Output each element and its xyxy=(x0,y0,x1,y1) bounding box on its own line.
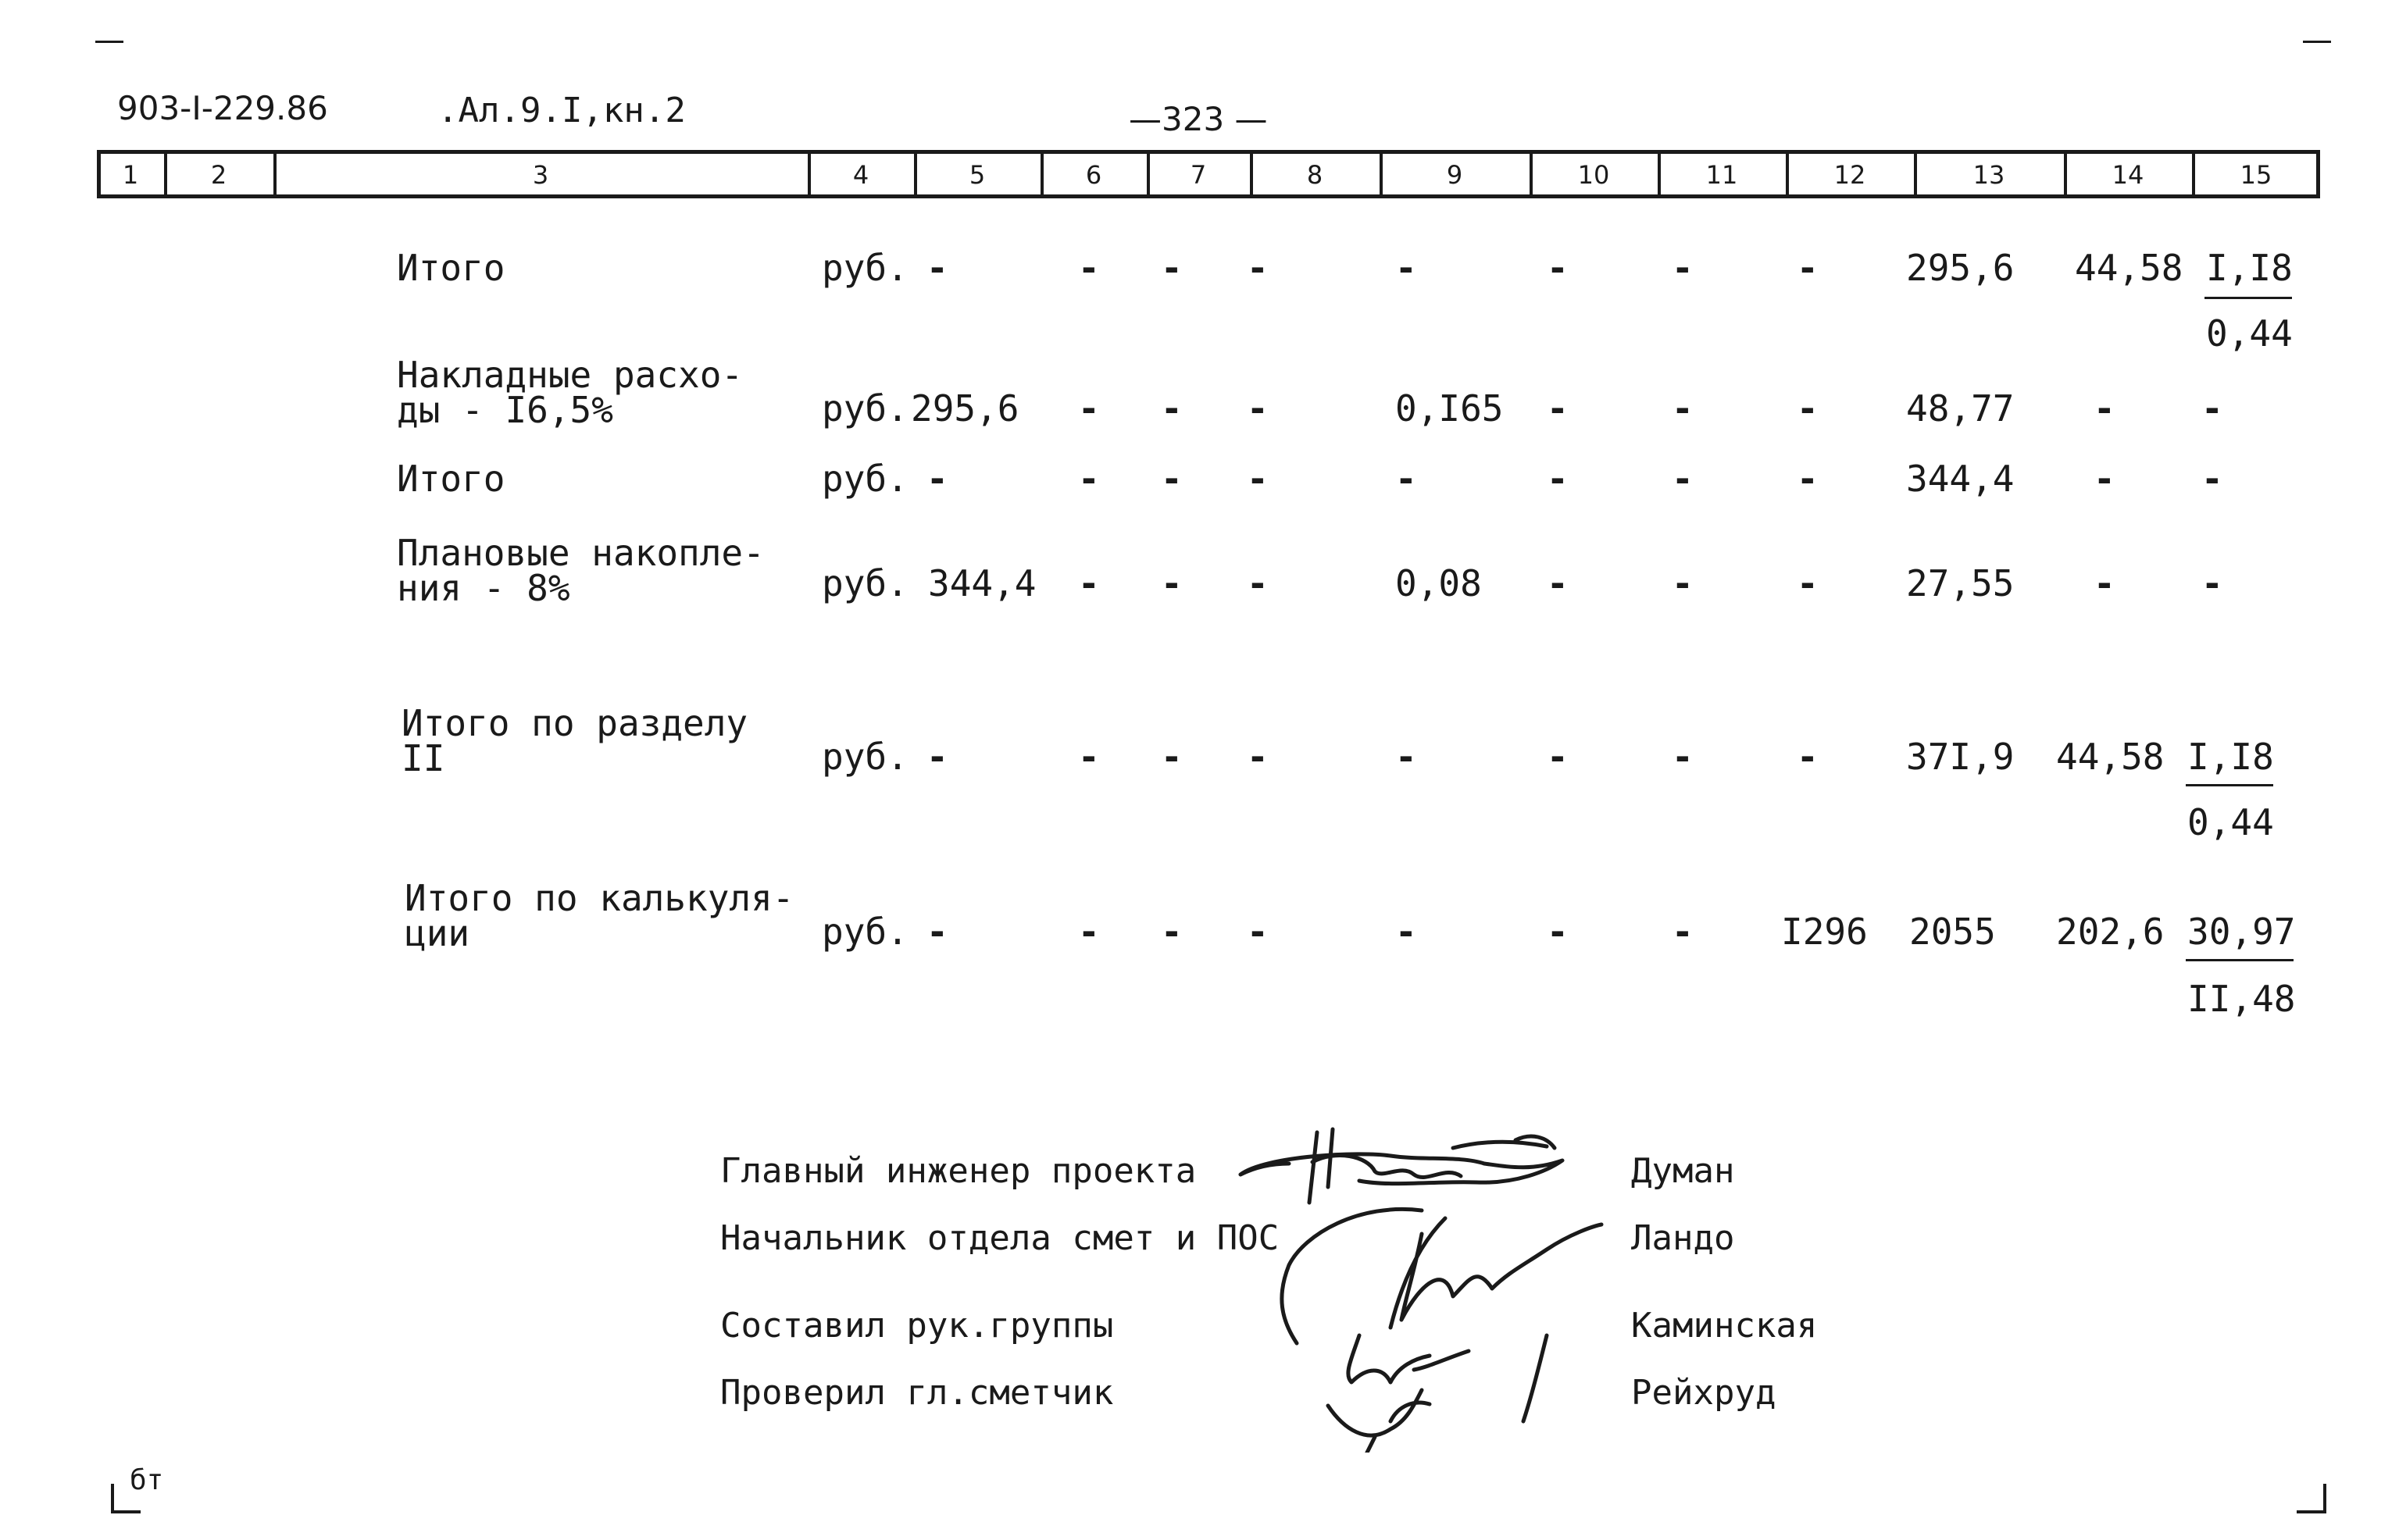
signature-role: Составил рук.группы xyxy=(720,1306,1114,1346)
cell-col7: - xyxy=(1161,387,1183,430)
cell-col15-top: I,I8 xyxy=(2206,247,2293,289)
signature-role: Проверил гл.сметчик xyxy=(720,1373,1114,1413)
cell-col10: - xyxy=(1547,387,1569,430)
cell-col8: - xyxy=(1247,562,1269,604)
cell-col6: - xyxy=(1078,387,1100,430)
cell-col12: - xyxy=(1797,247,1819,289)
cell-col12: - xyxy=(1797,736,1819,778)
cell-col15-top: - xyxy=(2201,458,2223,500)
column-number: 15 xyxy=(2240,160,2272,190)
cell-col5: - xyxy=(926,736,948,778)
column-number: 10 xyxy=(1577,160,1610,190)
cell-col5: - xyxy=(926,458,948,500)
column-number: 5 xyxy=(969,160,986,190)
column-number: 1 xyxy=(122,160,139,190)
cell-col15-bottom: 0,44 xyxy=(2187,801,2274,843)
cell-col9: - xyxy=(1395,247,1417,289)
signature-name: Каминская xyxy=(1631,1306,1818,1346)
corner-mark-top-right xyxy=(2303,41,2331,59)
cell-col6: - xyxy=(1078,736,1100,778)
corner-mark-top-left xyxy=(95,41,123,48)
cell-col15-top: - xyxy=(2201,562,2223,604)
column-number: 3 xyxy=(532,160,549,190)
cell-col12: - xyxy=(1797,387,1819,430)
cell-col8: - xyxy=(1247,736,1269,778)
unit-cell: руб. xyxy=(822,247,909,289)
cell-col15-bottom: II,48 xyxy=(2187,978,2296,1020)
column-number: 4 xyxy=(852,160,869,190)
cell-col9: 0,I65 xyxy=(1395,387,1504,430)
column-number: 2 xyxy=(210,160,227,190)
row-label: Итого xyxy=(397,458,505,500)
cell-col6: - xyxy=(1078,247,1100,289)
cell-col13: 295,6 xyxy=(1906,247,2015,289)
cell-col7: - xyxy=(1161,911,1183,953)
unit-cell: руб. xyxy=(822,458,909,500)
cell-col14: - xyxy=(2094,562,2115,604)
cell-col9: - xyxy=(1395,911,1417,953)
signature-name: Думан xyxy=(1631,1151,1735,1191)
column-number: 14 xyxy=(2112,160,2144,190)
corner-mark-bottom-right xyxy=(2297,1484,2326,1513)
cell-col14: 202,6 xyxy=(2056,911,2165,953)
cell-col12: - xyxy=(1797,562,1819,604)
column-number: 13 xyxy=(1972,160,2005,190)
row-label: Плановые накопле- ния - 8% xyxy=(397,532,765,610)
row-label: Итого по разделу II xyxy=(402,702,748,780)
unit-cell: руб. xyxy=(822,387,909,430)
cell-col10: - xyxy=(1547,562,1569,604)
row-label: Итого xyxy=(397,247,505,289)
cell-col10: - xyxy=(1547,458,1569,500)
cell-col7: - xyxy=(1161,736,1183,778)
signature-name: Ландо xyxy=(1631,1218,1735,1258)
unit-cell: руб. xyxy=(822,562,909,604)
cell-col11: - xyxy=(1672,562,1694,604)
cell-col8: - xyxy=(1247,458,1269,500)
footer-mark: бт xyxy=(130,1464,164,1496)
cell-col13: 2055 xyxy=(1909,911,1996,953)
column-number: 7 xyxy=(1190,160,1207,190)
cell-col11: - xyxy=(1672,387,1694,430)
fraction-bar xyxy=(2204,297,2292,299)
column-number: 11 xyxy=(1705,160,1738,190)
cell-col11: - xyxy=(1672,736,1694,778)
signature-role: Главный инженер проекта xyxy=(720,1151,1197,1191)
cell-col11: - xyxy=(1672,247,1694,289)
unit-cell: руб. xyxy=(822,911,909,953)
cell-col14: - xyxy=(2094,458,2115,500)
column-number: 6 xyxy=(1085,160,1102,190)
row-label: Накладные расхо- ды - I6,5% xyxy=(397,354,744,432)
cell-col8: - xyxy=(1247,387,1269,430)
cell-col9: - xyxy=(1395,736,1417,778)
cell-col11: - xyxy=(1672,458,1694,500)
fraction-bar xyxy=(2186,959,2294,961)
cell-col14: - xyxy=(2094,387,2115,430)
cell-col5: - xyxy=(926,911,948,953)
cell-col9: - xyxy=(1395,458,1417,500)
handwritten-signatures xyxy=(1234,1109,1625,1453)
cell-col5: 344,4 xyxy=(928,562,1037,604)
cell-col15-top: - xyxy=(2201,387,2223,430)
column-number: 12 xyxy=(1833,160,1866,190)
column-number: 9 xyxy=(1446,160,1463,190)
cell-col14: 44,58 xyxy=(2056,736,2165,778)
cell-col13: 27,55 xyxy=(1906,562,2015,604)
cell-col6: - xyxy=(1078,562,1100,604)
cell-col7: - xyxy=(1161,458,1183,500)
cell-col13: 48,77 xyxy=(1906,387,2015,430)
cell-col12: I296 xyxy=(1781,911,1868,953)
cell-col8: - xyxy=(1247,911,1269,953)
signature-role: Начальник отдела смет и ПОС xyxy=(720,1218,1280,1258)
signature-name: Рейхруд xyxy=(1631,1373,1776,1413)
fraction-bar xyxy=(2186,784,2273,786)
cell-col14: 44,58 xyxy=(2075,247,2183,289)
cell-col8: - xyxy=(1247,247,1269,289)
cell-col7: - xyxy=(1161,247,1183,289)
cell-col15-bottom: 0,44 xyxy=(2206,312,2293,355)
cell-col12: - xyxy=(1797,458,1819,500)
cell-col13: 37I,9 xyxy=(1906,736,2015,778)
document-code: 903-I-229.86 xyxy=(117,89,328,127)
cell-col13: 344,4 xyxy=(1906,458,2015,500)
row-label: Итого по калькуля- ции xyxy=(405,877,794,955)
unit-cell: руб. xyxy=(822,736,909,778)
cell-col9: 0,08 xyxy=(1395,562,1482,604)
cell-col5: - xyxy=(926,247,948,289)
column-number: 8 xyxy=(1306,160,1323,190)
cell-col5: 295,6 xyxy=(911,387,1019,430)
cell-col11: - xyxy=(1672,911,1694,953)
cell-col10: - xyxy=(1547,911,1569,953)
cell-col10: - xyxy=(1547,247,1569,289)
cell-col10: - xyxy=(1547,736,1569,778)
cell-col6: - xyxy=(1078,458,1100,500)
album-reference: .Ал.9.I,кн.2 xyxy=(437,91,686,130)
page-number: —323 — xyxy=(1129,100,1268,138)
cell-col15-top: 30,97 xyxy=(2187,911,2296,953)
cell-col7: - xyxy=(1161,562,1183,604)
cell-col6: - xyxy=(1078,911,1100,953)
cell-col15-top: I,I8 xyxy=(2187,736,2274,778)
